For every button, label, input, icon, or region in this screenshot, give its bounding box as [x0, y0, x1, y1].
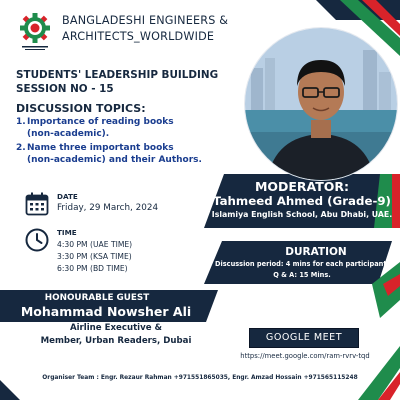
- topic-line1: Importance of reading books: [27, 117, 174, 127]
- topic-number: 2.: [16, 143, 26, 153]
- topic-line2: (non-academic) and their Authors.: [27, 154, 202, 165]
- topic-number: 1.: [16, 117, 26, 127]
- date-label: DATE: [57, 192, 78, 201]
- session-title-line1: STUDENTS' LEADERSHIP BUILDING: [16, 69, 219, 81]
- topic-item: [16, 117, 222, 140]
- time-uae: 4:30 PM (UAE TIME): [57, 240, 133, 249]
- organiser-team: Organiser Team : Engr. Rezaur Rahman +971551865035, Engr. Amzad Hossain +971565115248: [42, 375, 358, 381]
- guest-heading: HONOURABLE GUEST: [44, 293, 150, 303]
- org-name-line1: BANGLADESHI ENGINEERS &: [62, 14, 229, 27]
- gear-icon: [14, 10, 56, 52]
- moderator-photo: [244, 27, 398, 181]
- duration-heading: DURATION: [285, 246, 347, 258]
- guest-role-line2: Member, Urban Readers, Dubai: [40, 336, 192, 346]
- guest-role: [0, 322, 232, 348]
- moderator-name: Tahmeed Ahmed (Grade-9): [213, 194, 391, 208]
- bottom-left-block: [0, 380, 20, 400]
- clock-icon: [25, 228, 49, 252]
- time-label: TIME: [57, 228, 77, 237]
- session-title: [16, 68, 256, 96]
- date-value: Friday, 29 March, 2024: [57, 203, 159, 213]
- time-ksa: 3:30 PM (KSA TIME): [57, 252, 132, 261]
- moderator-heading: MODERATOR:: [254, 179, 350, 194]
- discussion-heading: DISCUSSION TOPICS:: [16, 102, 146, 115]
- duration-details: [204, 259, 400, 281]
- topic-text: [27, 117, 174, 140]
- moderator-school: Islamiya English School, Abu Dhabi, UAE.: [211, 210, 393, 219]
- topic-line2: (non-academic).: [27, 128, 110, 139]
- duration-line1: Discussion period: 4 mins for each participant,: [215, 260, 389, 268]
- topic-list: [16, 117, 222, 169]
- guest-role-line1: Airline Executive &: [69, 323, 163, 333]
- duration-line2: Q & A: 15 Mins.: [273, 271, 331, 279]
- google-meet-button[interactable]: GOOGLE MEET: [249, 328, 359, 348]
- org-name-line2: ARCHITECTS_WORLDWIDE: [62, 30, 215, 43]
- time-bd: 6:30 PM (BD TIME): [57, 264, 128, 273]
- meet-link[interactable]: https://meet.google.com/ram-rvrv-tqd: [240, 352, 370, 360]
- topic-text: [27, 143, 202, 166]
- topic-item: [16, 143, 222, 166]
- topic-line1: Name three important books: [27, 143, 174, 153]
- organization-name: [62, 13, 262, 45]
- guest-name: Mohammad Nowsher Ali: [20, 304, 192, 319]
- session-title-line2: SESSION NO - 15: [16, 83, 114, 95]
- calendar-icon: [25, 192, 49, 216]
